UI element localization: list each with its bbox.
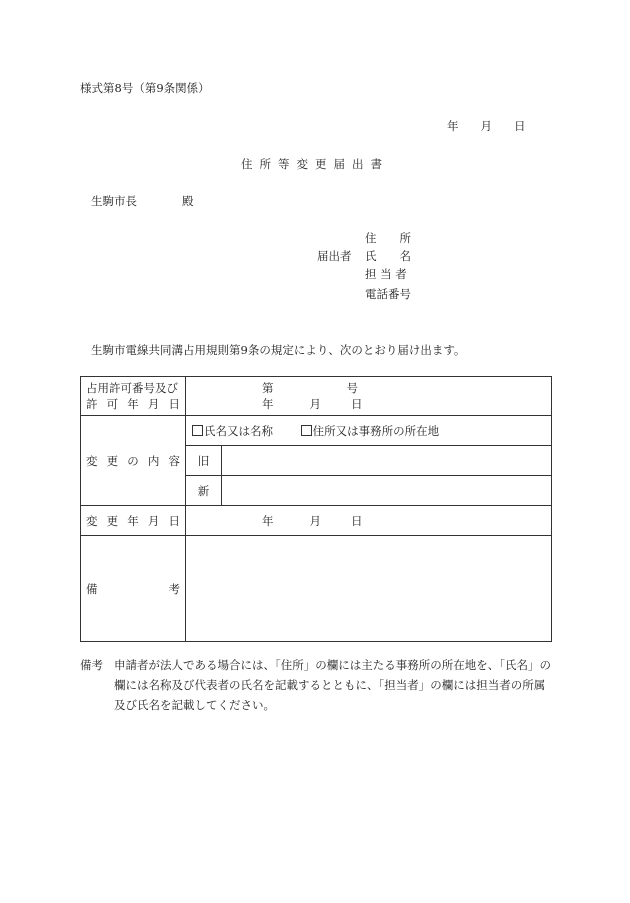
old-value-cell[interactable] [222, 446, 552, 476]
old-label: 旧 [186, 446, 222, 476]
char: 更 [106, 513, 119, 528]
checkbox-icon[interactable] [192, 425, 203, 436]
option-address-label: 住所又は事務所の所在地 [312, 423, 440, 438]
char: 考 [168, 581, 180, 596]
char: 変 [86, 513, 98, 528]
change-form-table [80, 376, 552, 642]
char: 年 [127, 513, 139, 528]
char: 内 [147, 453, 160, 468]
lead-text: 生駒市電線共同溝占用規則第9条の規定により、次のとおり届け出ます。 [91, 343, 466, 357]
addressee-honorific: 殿 [182, 194, 194, 208]
permit-label-line1: 占用許可番号及び [86, 381, 178, 395]
change-day: 日 [351, 513, 363, 528]
char: 変 [86, 453, 98, 468]
char: 月 [147, 513, 160, 528]
permit-year: 年 [262, 397, 274, 411]
char: の [127, 453, 139, 468]
remarks-value-cell[interactable] [186, 536, 552, 642]
permit-number-prefix: 第 [262, 381, 274, 395]
new-value-cell[interactable] [222, 476, 552, 506]
addressee [91, 193, 194, 209]
applicant-address-label: 住 所 [365, 231, 411, 245]
change-date-value-cell[interactable] [186, 506, 552, 536]
char: 容 [168, 453, 180, 468]
remarks-row [81, 536, 552, 642]
document-title: 住所等変更届出書 [241, 157, 389, 171]
form-number: 様式第8号（第9条関係） [80, 81, 210, 95]
char: 可 [106, 397, 119, 411]
permit-label-line2 [86, 396, 185, 412]
footnote [80, 655, 556, 715]
applicant-phone-label: 電話番号 [365, 287, 411, 301]
date-month: 月 [480, 119, 492, 133]
option-address-checkbox[interactable] [301, 424, 440, 438]
remarks-label [81, 536, 186, 642]
char: 備 [86, 581, 98, 596]
change-options-row [81, 416, 552, 446]
change-content-label [81, 416, 186, 506]
change-date-label [81, 506, 186, 536]
permit-month: 月 [309, 397, 321, 411]
date-year: 年 [447, 119, 459, 133]
footnote-text: 申請者が法人である場合には、「住所」の欄には主たる事務所の所在地を、「氏名」の欄には名称及び代表者の氏名を記載するとともに、「担当者」の欄には担当者の所属及び氏名を記載してください。 [114, 658, 551, 712]
new-label: 新 [186, 476, 222, 506]
char: 許 [86, 397, 98, 411]
applicant-label: 届出者 [317, 249, 352, 263]
char: 月 [147, 397, 160, 411]
permit-value-cell[interactable] [186, 377, 552, 416]
footnote-label: 備考 [80, 658, 103, 672]
permit-row [81, 377, 552, 416]
checkbox-icon[interactable] [301, 425, 312, 436]
submission-date [447, 118, 526, 134]
date-day: 日 [514, 119, 526, 133]
permit-label [81, 377, 186, 416]
char: 年 [127, 397, 139, 411]
char: 日 [168, 513, 180, 528]
change-month: 月 [309, 513, 321, 528]
change-options-cell [186, 416, 552, 446]
option-name-checkbox[interactable] [192, 424, 273, 438]
permit-day: 日 [351, 397, 363, 411]
change-year: 年 [262, 513, 274, 528]
permit-number-suffix: 号 [346, 381, 358, 395]
applicant-contact-label: 担 当 者 [365, 267, 407, 281]
applicant-name-label: 氏 名 [365, 249, 411, 263]
option-name-label: 氏名又は名称 [204, 423, 273, 438]
char: 日 [168, 397, 180, 411]
char: 更 [106, 453, 119, 468]
addressee-name: 生駒市長 [91, 194, 137, 208]
change-date-row [81, 506, 552, 536]
